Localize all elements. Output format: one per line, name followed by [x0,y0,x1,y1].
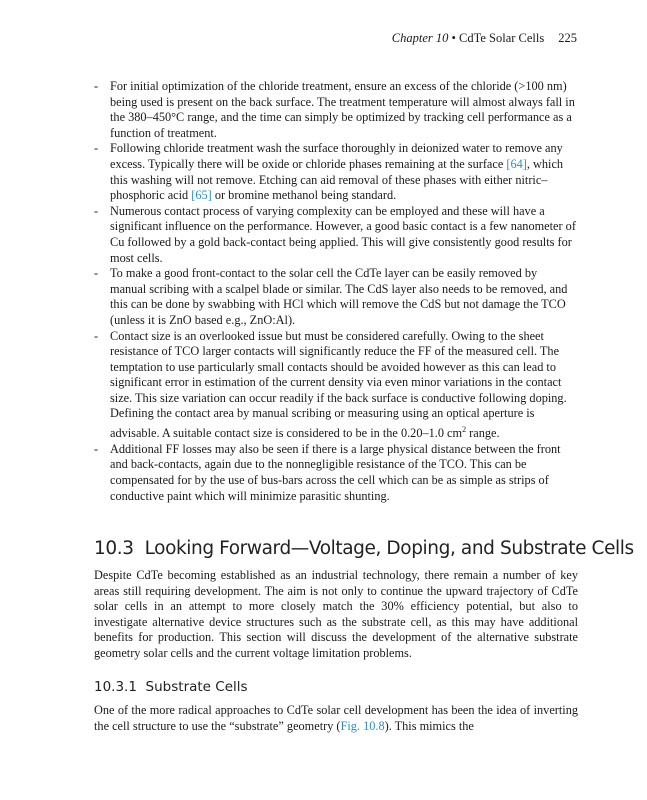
bullet-item: - For initial optimization of the chloride treatment, ensure an excess of the chloride (>100 nm) being used is present on the back surface. The treatment temperature will almost always fall in the 380–450°C range, and the time can simply be optimized by tracking cell performance as a function of treatment. [94,79,576,141]
header-chapter-title: CdTe Solar Cells [459,31,545,45]
bullet-item: - To make a good front-contact to the solar cell the CdTe layer can be easily removed by manual scribing with a scalpel blade or similar. The CdS layer also needs to be removed, and this can be done by swabbing with HCl which will remove the CdS but not damage the TCO (unless it is ZnO based e.g., ZnO:Al). [94,266,576,328]
subsection-title: Substrate Cells [145,679,248,695]
bullet-list [94,79,576,504]
section-paragraph: Despite CdTe becoming established as an industrial technology, there remain a number of key areas still requiring development. The aim is not only to continue the upward trajectory of CdTe solar cells in an attempt to more closely match the 30% efficiency potential, but also to investigate alternative device structures such as the substrate cell, as this may have additional benefits for production. This section will discuss the development of the alternative substrate geometry solar cells and the current voltage limitation problems. [94,568,578,660]
figure-link[interactable]: Fig. 10.8 [340,718,385,733]
running-header [392,31,577,46]
citation-link[interactable]: [65] [191,188,212,203]
subsection-number: 10.3.1 [94,679,137,695]
header-chapter: Chapter 10 [391,31,449,45]
bullet-item: - Additional FF losses may also be seen if there is a large physical distance between the front and back-contacts, again due to the nonnegligible resistance of the TCO. This can be compensated for by the use of bus-bars across the cell which can be as simple as strips of conductive paint which will minimize parasitic shunting. [94,442,576,504]
bullet-item: - Contact size is an overlooked issue but must be considered carefully. Owing to the sheet resistance of TCO larger contacts will significantly reduce the FF of the measured cell. The temptation to use particularly small contacts should be avoided however as this can lead to significant error in estimation of the current density via even minor variations in the contact size. This size variation can occur readily if the back surface is conductive following doping. Defining the contact area by manual scribing or measuring using an optical aperture is advisable. A suitable contact size is considered to be in the 0.20–1.0 $cm^2$ range. [94,329,576,442]
header-separator: • [448,31,460,45]
subsection-heading [94,679,248,695]
section-heading [94,538,634,559]
citation-link[interactable]: [64] [506,156,527,171]
subsection-paragraph: One of the more radical approaches to CdTe solar cell development has been the idea of inverting the cell structure to use the “substrate” geometry (Fig. 10.8). This mimics the [94,703,578,733]
bullet-item: - Numerous contact process of varying complexity can be employed and these will have a significant influence on the performance. However, a good basic contact is a few nanometer of Cu followed by a gold back-contact being applied. This will give consistently good results for most cells. [94,204,576,266]
section-title: Looking Forward—Voltage, Doping, and Substrate Cells [144,538,634,559]
page-number: 225 [558,31,577,45]
bullet-item: - Following chloride treatment wash the surface thoroughly in deionized water to remove any excess. Typically there will be oxide or chloride phases remaining at the surface [64], which this washing will not remove. Etching can aid removal of these phases with either nitric–phosphoric acid [65] or bromine methanol being standard. [94,141,576,203]
superscript: 2 [462,425,467,435]
section-number: 10.3 [94,538,134,559]
